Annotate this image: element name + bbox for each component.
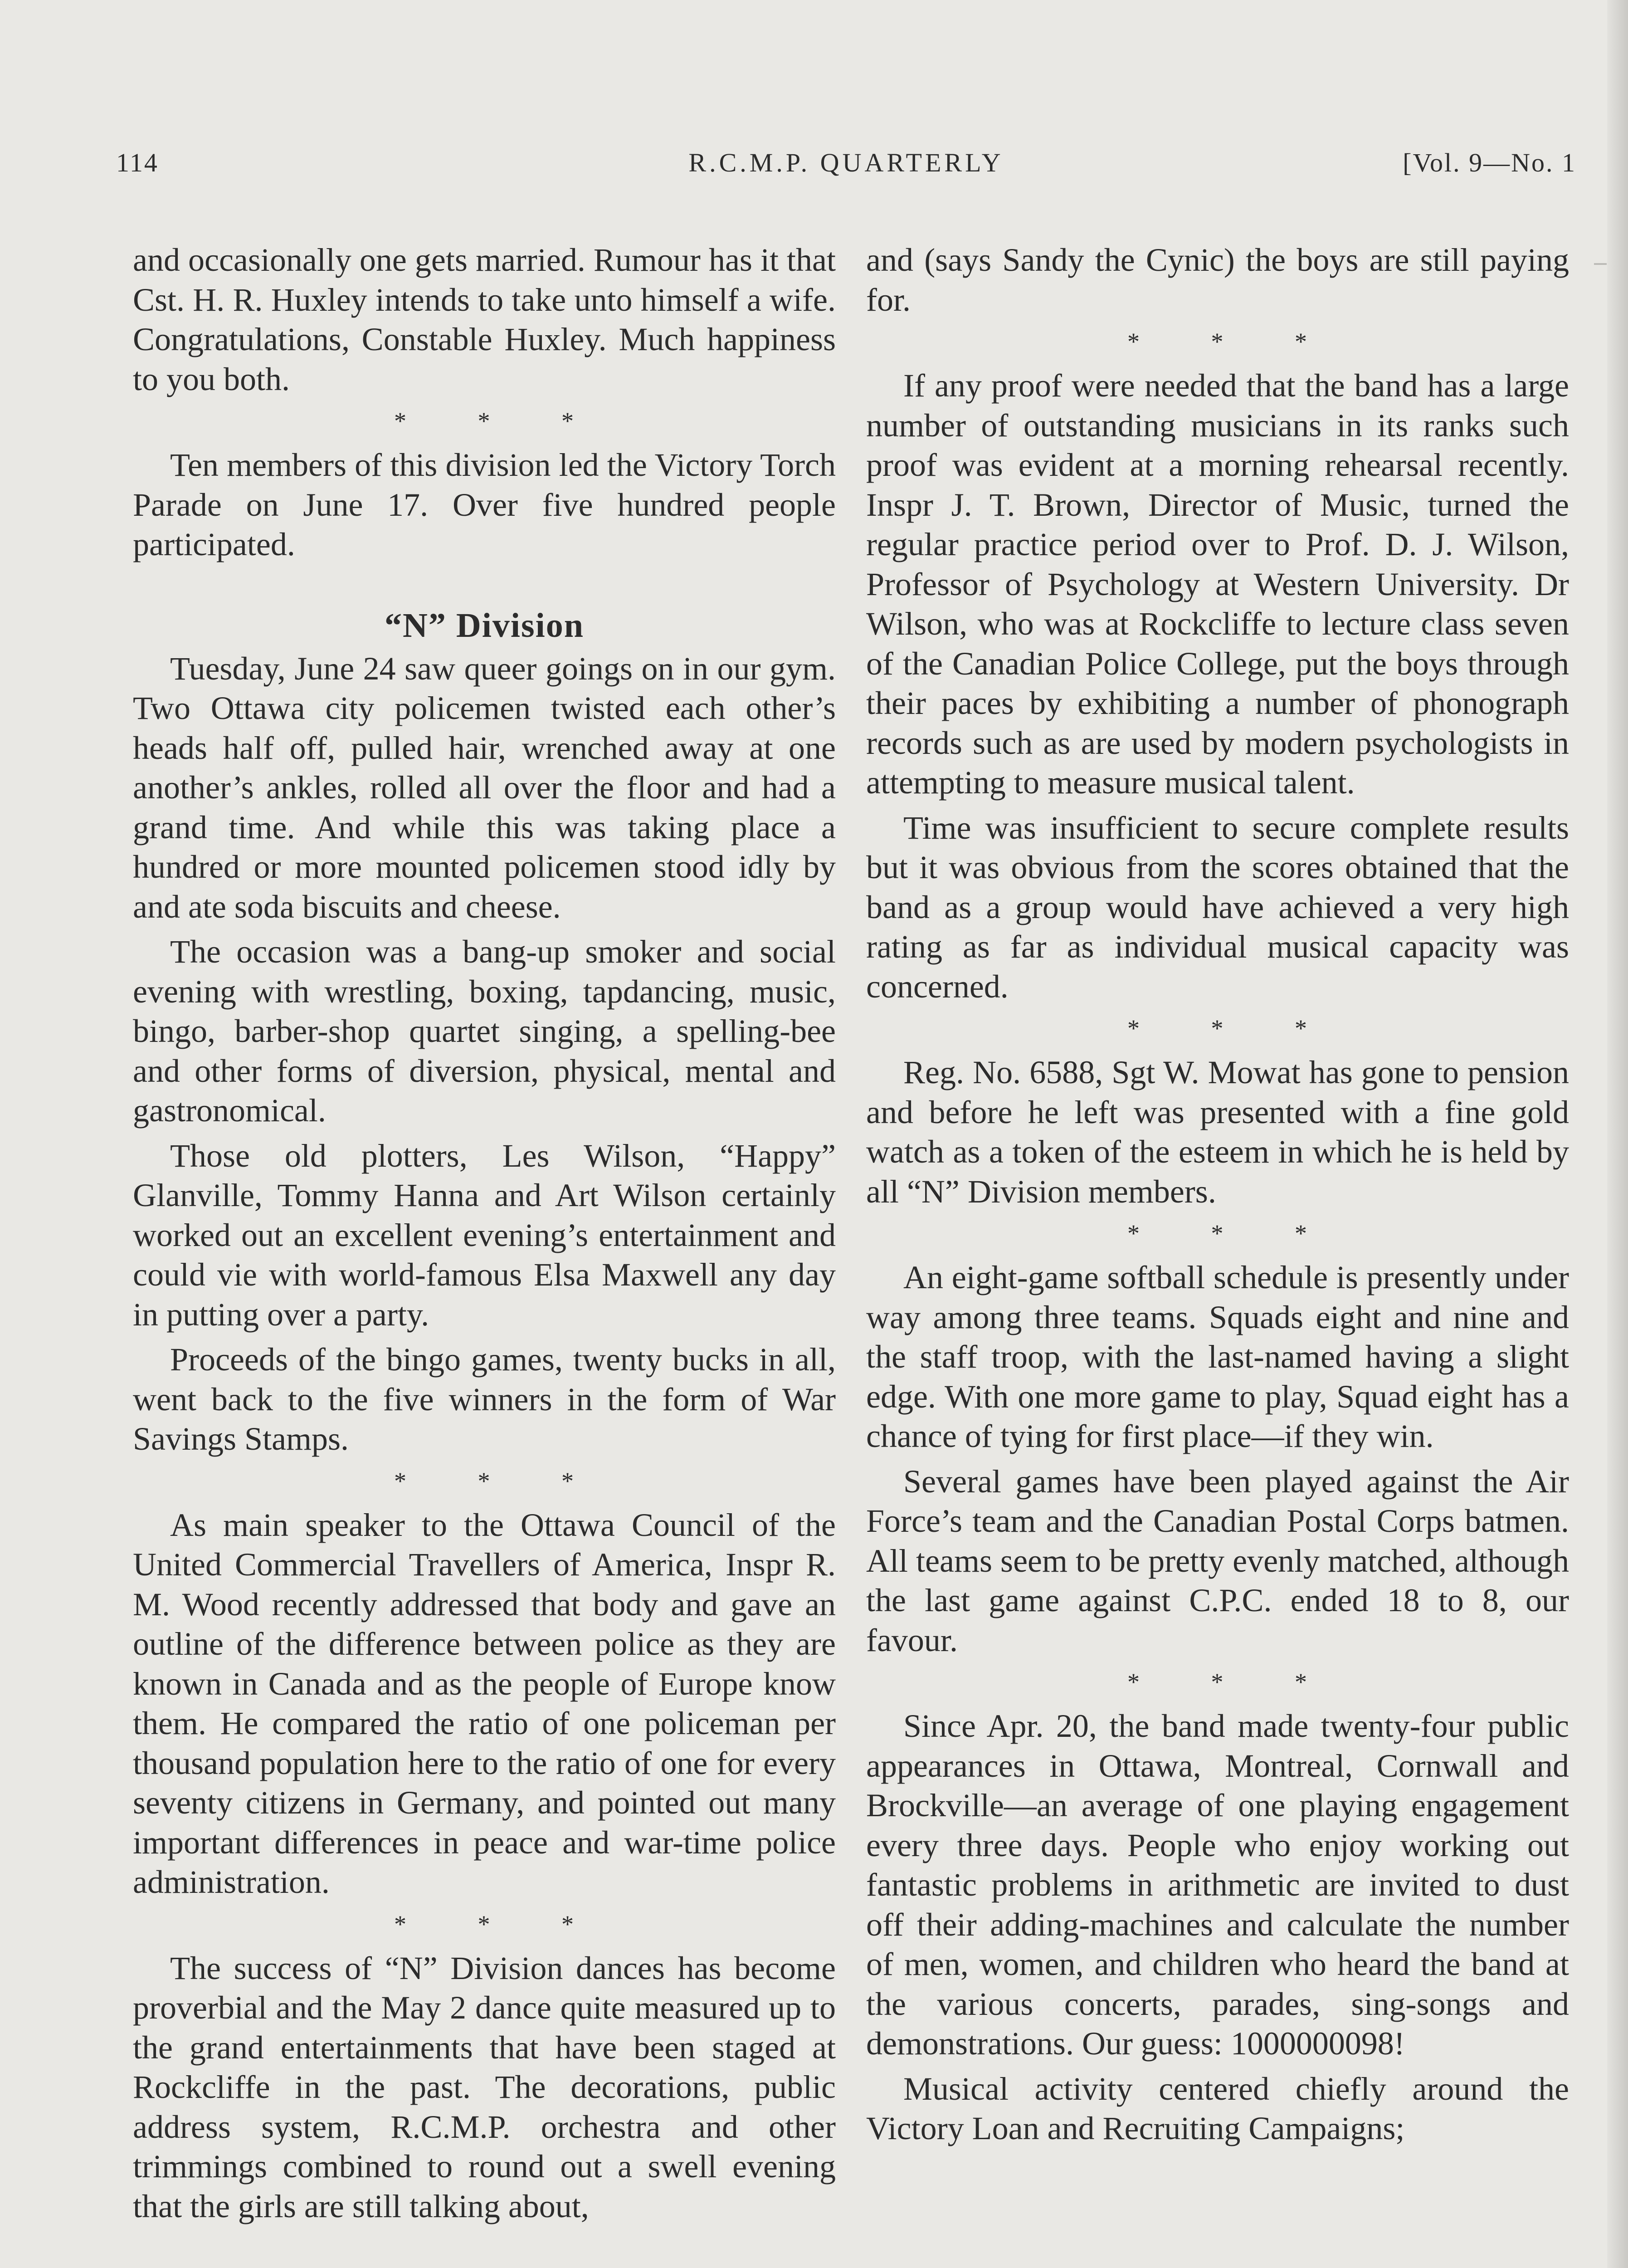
paragraph: Reg. No. 6588, Sgt W. Mowat has gone to pension and before he left was presented with a fine gold watch as a token of the esteem in which he is held by all “N” Division members. <box>866 1054 1569 1210</box>
paragraph: The success of “N” Division dances has become proverbial and the May 2 dance quite measured up to the grand entertainments that have been staged at Rockcliffe in the past. The decorations, public address system, R.C.M.P. orchestra and other trimmings combined to round out a swell evening that the girls are still talking about, <box>133 1950 836 2224</box>
paragraph: Proceeds of the bingo games, twenty bucks in all, went back to the five winners in the form of War Savings Stamps. <box>133 1341 836 1457</box>
section-separator: * * * <box>1127 1668 1308 1696</box>
paragraph: Since Apr. 20, the band made twenty-four public appearances in Ottawa, Montreal, Cornwall and Brockville—an average of one playing engagement every three days. People who enjoy working out fantastic problems in arithmetic are invited to dust off their adding-machines and calculate the number of men, women, and children who heard the band at the various concerts, parades, sing-songs and demonstrations. Our guess: 1000000098! <box>866 1708 1569 2062</box>
section-separator: * * * <box>1127 1220 1308 1247</box>
section-separator: * * * <box>394 1467 575 1495</box>
paragraph: An eight-game softball schedule is presently under way among three teams. Squads eight and nine and the staff troop, with the last-named having a slight edge. With one more game to play, Squad eight has a chance of tying for first place—if they win. <box>866 1259 1569 1454</box>
paragraph: Several games have been played against the Air Force’s team and the Canadian Postal Corps batmen. All teams seem to be pretty evenly matched, although the last game against C.P.C. ended 18 to 8, our favour. <box>866 1463 1569 1658</box>
paragraph: and (says Sandy the Cynic) the boys are still paying for. <box>866 242 1569 318</box>
right-column <box>866 240 1569 2149</box>
page-edge-shadow <box>1607 0 1628 2268</box>
margin-mark <box>1594 263 1607 265</box>
publication-title: R.C.M.P. QUARTERLY <box>688 148 1004 177</box>
paragraph: As main speaker to the Ottawa Council of the United Commercial Travellers of America, Inspr R. M. Wood recently addressed that body and gave an outline of the difference between police as they are known in Canada and as the people of Europe know them. He compared the ratio of one policeman per thousand population here to the ratio of one for every seventy citizens in Germany, and pointed out many important differences in peace and war-time police administration. <box>133 1506 836 1900</box>
paragraph: Those old plotters, Les Wilson, “Happy” Glanville, Tommy Hanna and Art Wilson certainly worked out an excellent evening’s entertainment and could vie with world-famous Elsa Maxwell any day in putting over a party. <box>133 1137 836 1333</box>
running-header <box>116 147 1576 193</box>
section-heading: “N” Division <box>385 606 584 645</box>
section-separator: * * * <box>1127 328 1308 355</box>
paragraph: Tuesday, June 24 saw queer goings on in our gym. Two Ottawa city policemen twisted each other’s heads half off, pulled hair, wrenched away at one another’s ankles, rolled all over the floor and had a grand time. And while this was taking place a hundred or more mounted policemen stood idly by and ate soda biscuits and cheese. <box>133 650 836 925</box>
paragraph: Ten members of this division led the Victory Torch Parade on June 17. Over five hundred people participated. <box>133 447 836 562</box>
paragraph: Time was insufficient to secure complete results but it was obvious from the scores obtained that the band as a group would have achieved a very high rating as far as individual musical capacity was concerned. <box>866 809 1569 1005</box>
volume-label: [Vol. 9—No. 1 <box>1403 148 1576 177</box>
paragraph: Musical activity centered chiefly around the Victory Loan and Recruiting Campaigns; <box>866 2070 1569 2146</box>
section-separator: * * * <box>394 407 575 435</box>
paragraph: If any proof were needed that the band has a large number of outstanding musicians in its ranks such proof was evident at a morning rehearsal recently. Inspr J. T. Brown, Director of Music, turned the regular practice period over to Prof. D. J. Wilson, Professor of Psychology at Western University. Dr Wilson, who was at Rockcliffe to lecture class seven of the Canadian Police College, put the boys through their paces by exhibiting a number of phonograph records such as are used by modern psychologists in attempting to measure musical talent. <box>866 367 1569 801</box>
section-separator: * * * <box>394 1910 575 1938</box>
paragraph: The occasion was a bang-up smoker and social evening with wrestling, boxing, tapdancing, music, bingo, barber-shop quartet singing, a spelling-bee and other forms of diversion, physical, mental and gastronomical. <box>133 934 836 1129</box>
page-number: 114 <box>116 148 159 177</box>
left-column <box>133 240 836 2226</box>
paragraph: and occasionally one gets married. Rumour has it that Cst. H. R. Huxley intends to take unto himself a wife. Congratulations, Constable Huxley. Much happiness to you both. <box>133 242 836 397</box>
section-separator: * * * <box>1127 1015 1308 1042</box>
